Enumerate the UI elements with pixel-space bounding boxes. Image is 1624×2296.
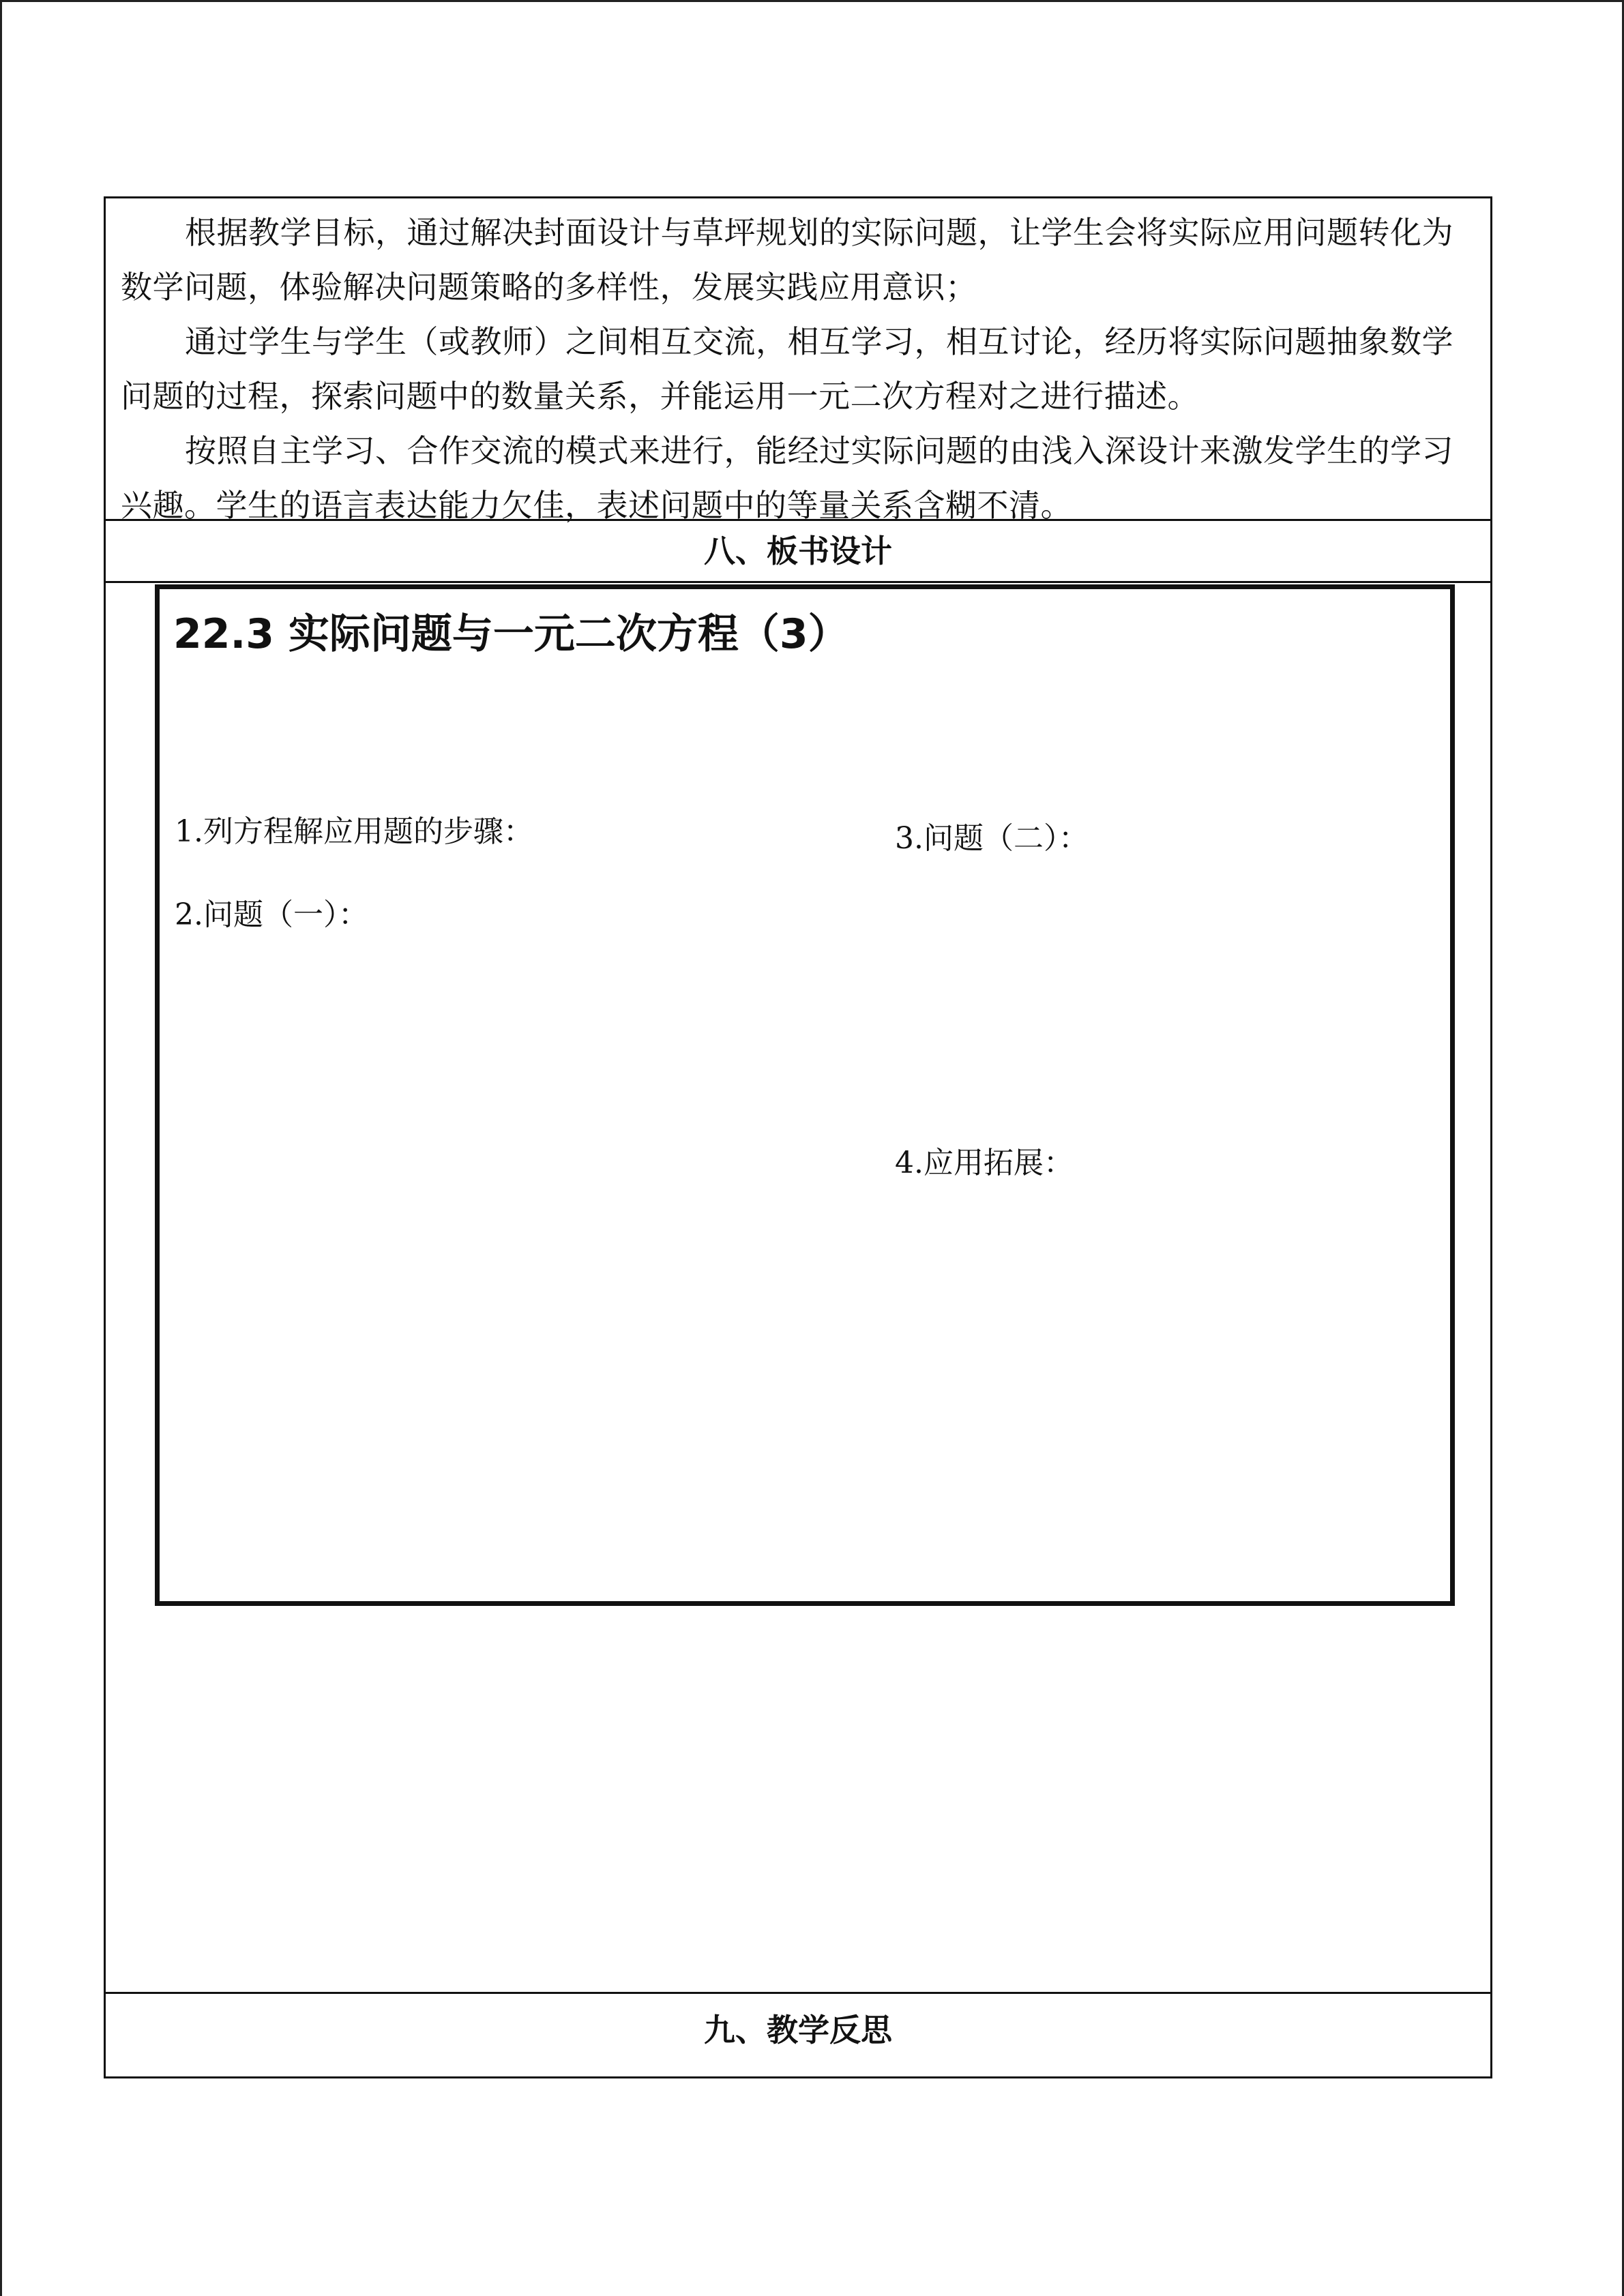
row-divider (106, 519, 1490, 521)
lesson-plan-table (104, 196, 1492, 2078)
row-divider (106, 1992, 1490, 1994)
board-design-box (155, 584, 1455, 1606)
board-item-problem-two: 3.问题（二）： (895, 821, 1089, 856)
page-edge-left (0, 0, 2, 2296)
board-item-steps: 1.列方程解应用题的步骤： (175, 814, 533, 849)
board-item-problem-one: 2.问题（一）： (175, 897, 368, 932)
paragraph-teaching-goal: 根据教学目标，通过解决封面设计与草坪规划的实际问题，让学生会将实际应用问题转化为数学问题，体验解决问题策略的多样性，发展实践应用意识； (121, 214, 1453, 305)
board-title: 22.3 实际问题与一元二次方程（3） (173, 610, 849, 658)
section-heading-board-design: 八、板书设计 (704, 533, 892, 569)
board-item-extension: 4.应用拓展： (895, 1146, 1074, 1180)
page-edge-top (0, 0, 1624, 2)
paragraph-interaction: 通过学生与学生（或教师）之间相互交流，相互学习，相互讨论，经历将实际问题抽象数学问题的过程，探索问题中的数量关系，并能运用一元二次方程对之进行描述。 (121, 323, 1453, 415)
row-divider (106, 581, 1490, 583)
section-heading-teaching-reflection: 九、教学反思 (704, 2012, 892, 2048)
paragraph-learning-mode: 按照自主学习、合作交流的模式来进行，能经过实际问题的由浅入深设计来激发学生的学习兴趣。学生的语言表达能力欠佳，表述问题中的等量关系含糊不清。 (121, 432, 1453, 524)
